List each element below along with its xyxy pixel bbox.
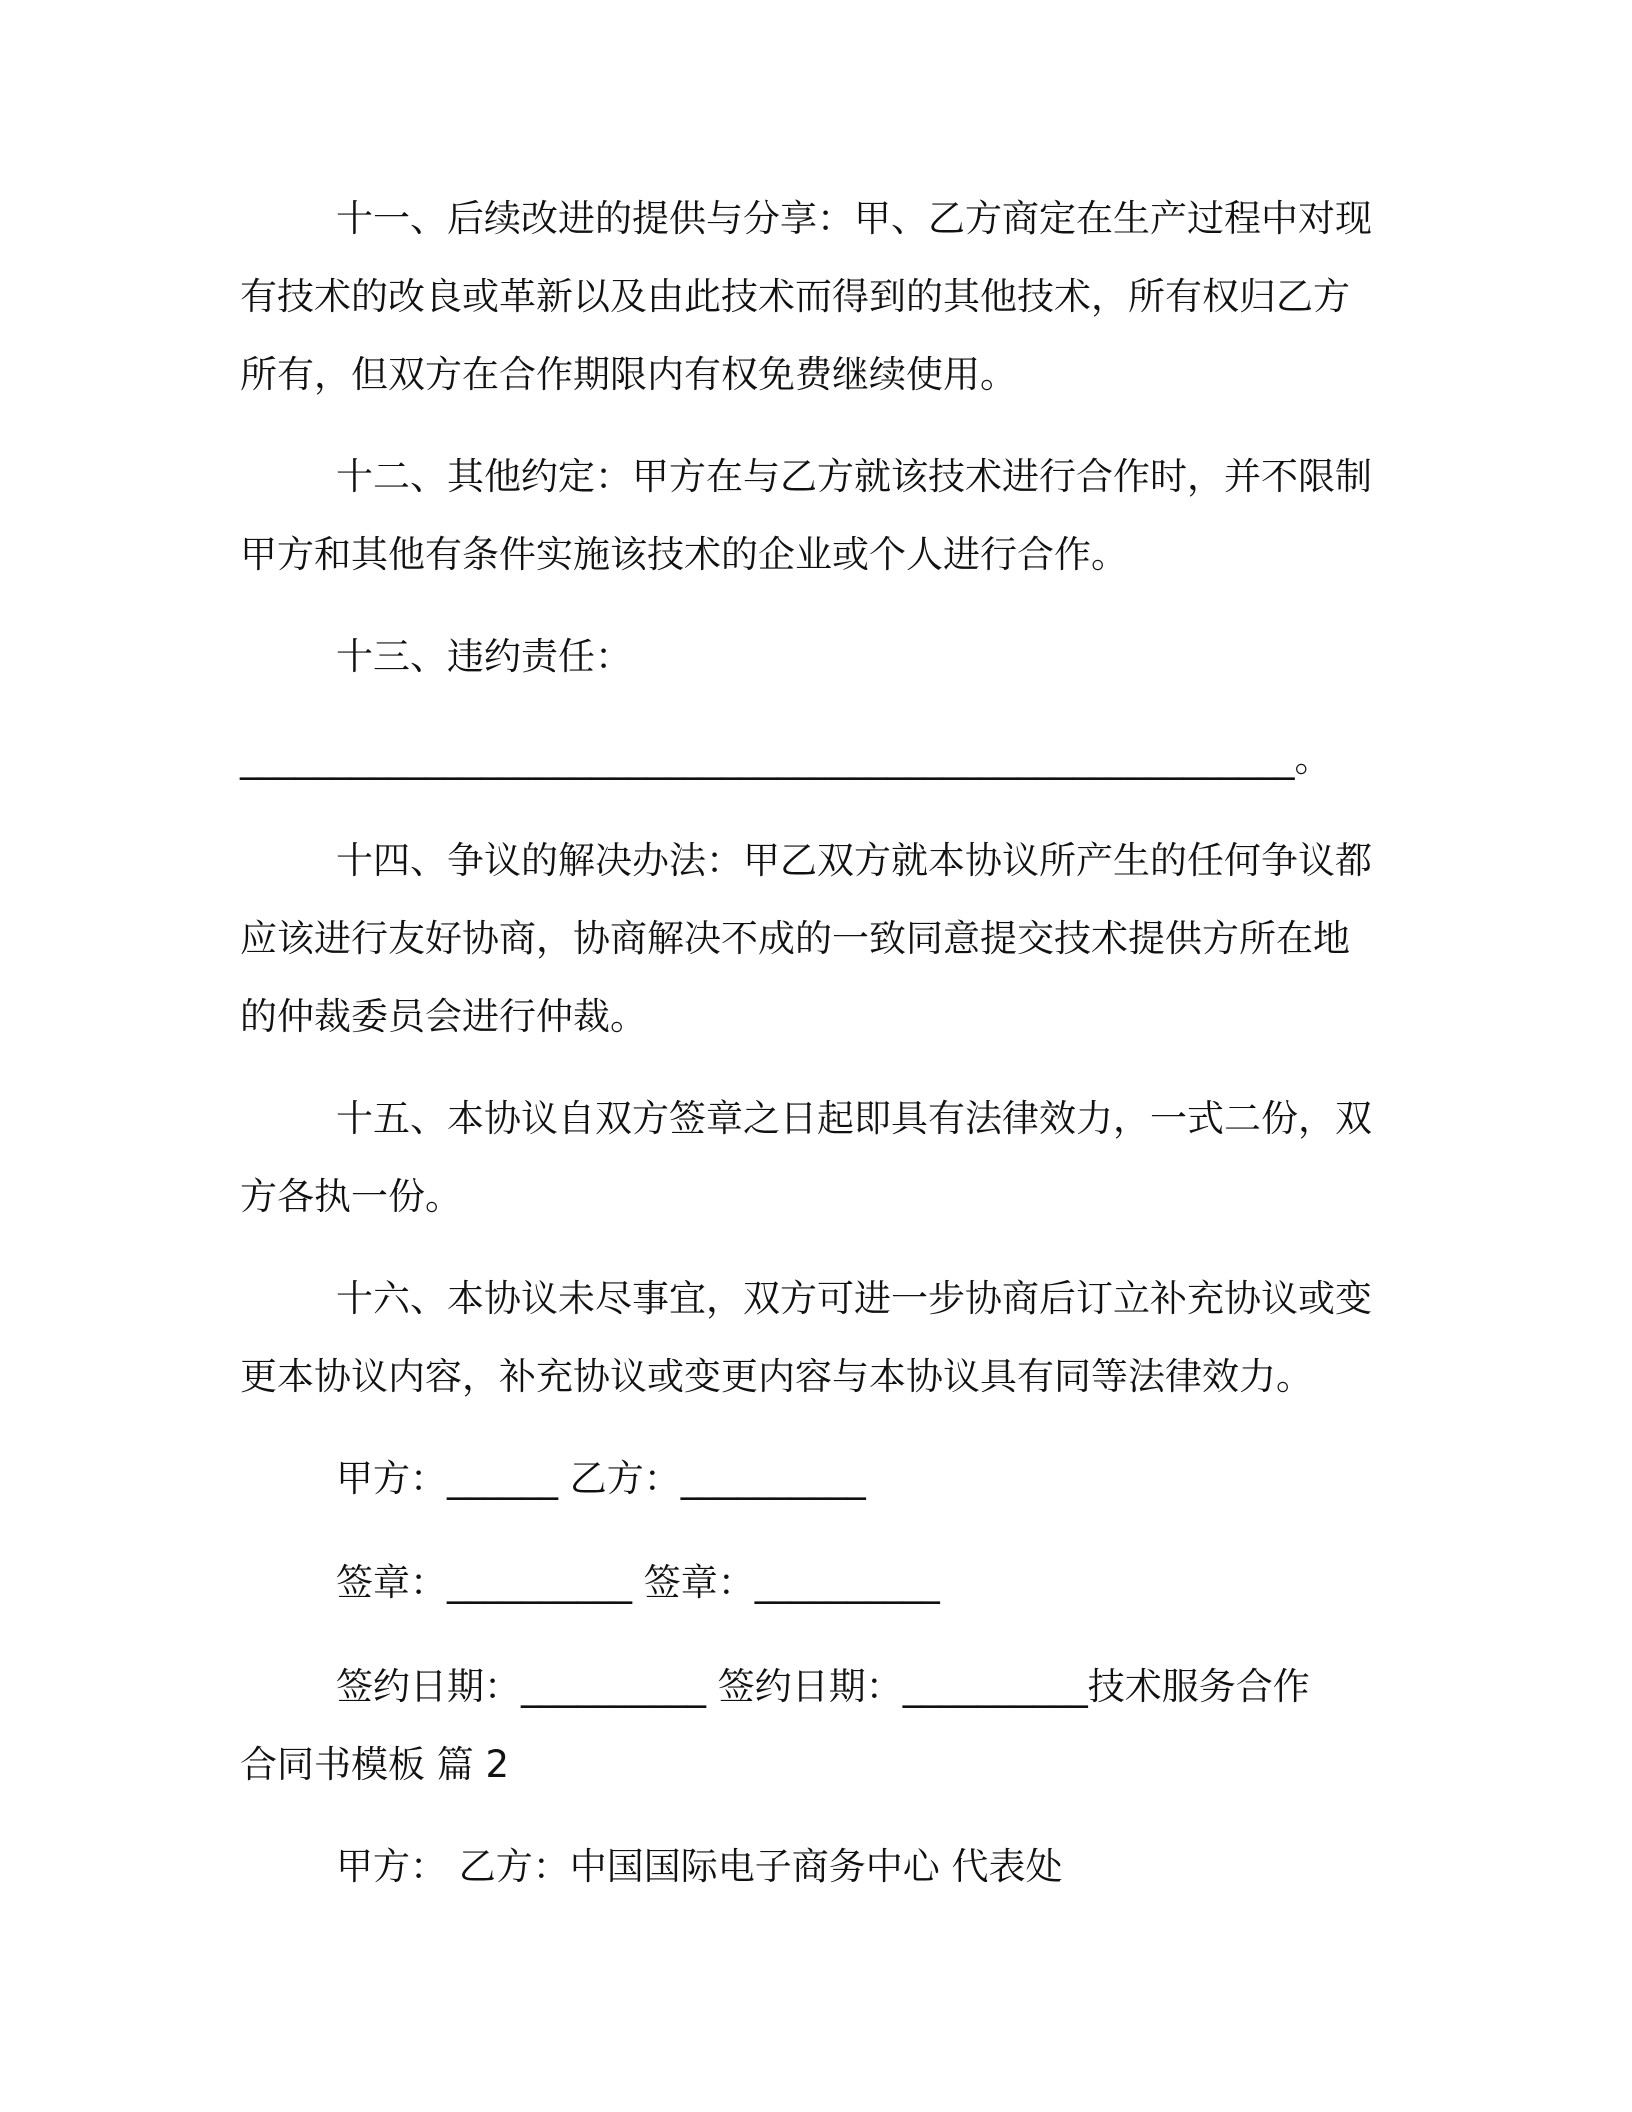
seal-line: 签章：__________ 签章：__________ [336,1561,940,1604]
clause-14-line: 的仲裁委员会进行仲裁。 [240,995,647,1038]
clause-12-line: 甲方和其他有条件实施该技术的企业或个人进行合作。 [240,533,1128,576]
clause-11 [240,180,1390,414]
template-title-cont: 合同书模板 篇 2 [240,1743,510,1786]
clause-13-title: 十三、违约责任： [336,635,632,678]
clause-16-line: 更本协议内容，补充协议或变更内容与本协议具有同等法律效力。 [240,1355,1313,1398]
clause-15-line: 十五、本协议自双方签章之日起即具有法律效力，一式二份，双 [336,1097,1372,1140]
clause-11-line: 有技术的改良或革新以及由此技术而得到的其他技术，所有权归乙方 [240,275,1350,318]
clause-11-line: 所有，但双方在合作期限内有权免费继续使用。 [240,353,1017,396]
clause-13 [240,618,1390,696]
next-template-heading [240,1726,1390,1804]
signature-block [240,1440,1390,1726]
document-page [240,180,1390,1930]
sign-date-line: 签约日期：__________ 签约日期：__________技术服务合作 [336,1665,1310,1708]
clause-12-line: 十二、其他约定：甲方在与乙方就该技术进行合作时，并不限制 [336,455,1372,498]
parties-line: 甲方： 乙方：中国国际电子商务中心 代表处 [336,1845,1063,1888]
clause-11-line: 十一、后续改进的提供与分享：甲、乙方商定在生产过程中对现 [336,197,1372,240]
clause-12 [240,438,1390,594]
clause-14-line: 应该进行友好协商，协商解决不成的一致同意提交技术提供方所在地 [240,917,1350,960]
clause-14-line: 十四、争议的解决办法：甲乙双方就本协议所产生的任何争议都 [336,839,1372,882]
next-template-parties [240,1828,1390,1906]
clause-15-line: 方各执一份。 [240,1175,462,1218]
clause-15 [240,1080,1390,1236]
clause-16 [240,1260,1390,1416]
clause-14 [240,822,1390,1056]
clause-13-blank: _________________________________________________________。 [240,737,1332,780]
party-names-line: 甲方：______ 乙方：__________ [336,1457,866,1500]
clause-16-line: 十六、本协议未尽事宜，双方可进一步协商后订立补充协议或变 [336,1277,1372,1320]
